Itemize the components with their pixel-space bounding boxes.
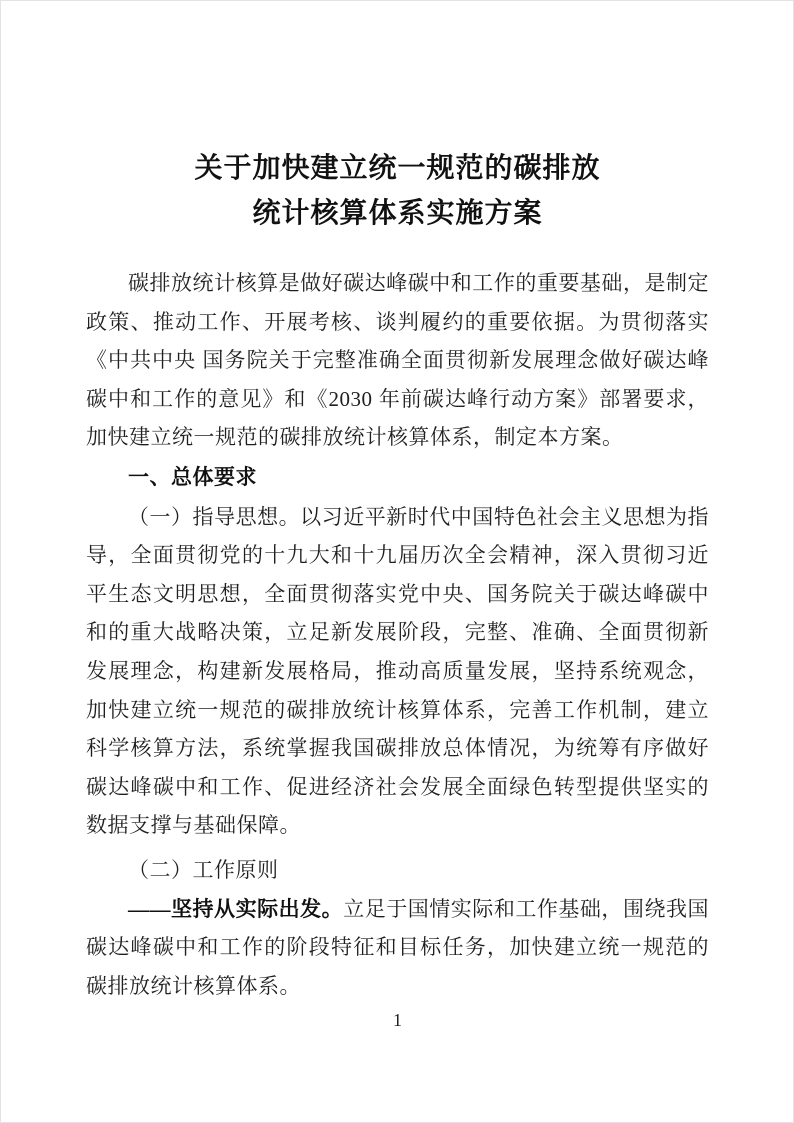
- subsection-heading-work-principles: （二）工作原则: [128, 857, 279, 882]
- document-title-line-1: 关于加快建立统一规范的碳排放: [194, 152, 601, 183]
- paragraph-guiding-ideology: （一）指导思想。以习近平新时代中国特色社会主义思想为指导，全面贯彻党的十九大和十九届历次全会精神，深入贯彻习近平生态文明思想，全面贯彻落实党中央、国务院关于碳达峰碳中和的重大战略决策，立足新发展阶段，完整、准确、全面贯彻新发展理念，构建新发展格局，推动高质量发展，坚持系统观念，加快建立统一规范的碳排放统计核算体系，完善工作机制，建立科学核算方法，系统掌握我国碳排放总体情况，为统筹有序做好碳达峰碳中和工作、促进经济社会发展全面绿色转型提供坚实的数据支撑与基础保障。: [86, 504, 709, 838]
- paragraph-intro: 碳排放统计核算是做好碳达峰碳中和工作的重要基础，是制定政策、推动工作、开展考核、谈判履约的重要依据。为贯彻落实《中共中央 国务院关于完整准确全面贯彻新发展理念做好碳达峰碳中和工作的意见》和《2030 年前碳达峰行动方案》部署要求，加快建立统一规范的碳排放统计核算体系，制定本方案。: [86, 271, 709, 450]
- page-number: 1: [393, 1010, 402, 1031]
- section-heading-overall-requirements: 一、总体要求: [128, 465, 257, 489]
- document-title: [86, 145, 709, 235]
- principle-lead-text: ——坚持从实际出发。: [128, 896, 344, 921]
- principle-body-text: 立足于国情实际和工作基础，围绕我国碳达峰碳中和工作的阶段特征和目标任务，加快建立统一规范的碳排放统计核算体系。: [86, 896, 710, 998]
- paragraph-principle-from-reality: [86, 890, 709, 1006]
- page-content: [86, 1, 709, 1033]
- document-title-line-2: 统计核算体系实施方案: [252, 197, 543, 228]
